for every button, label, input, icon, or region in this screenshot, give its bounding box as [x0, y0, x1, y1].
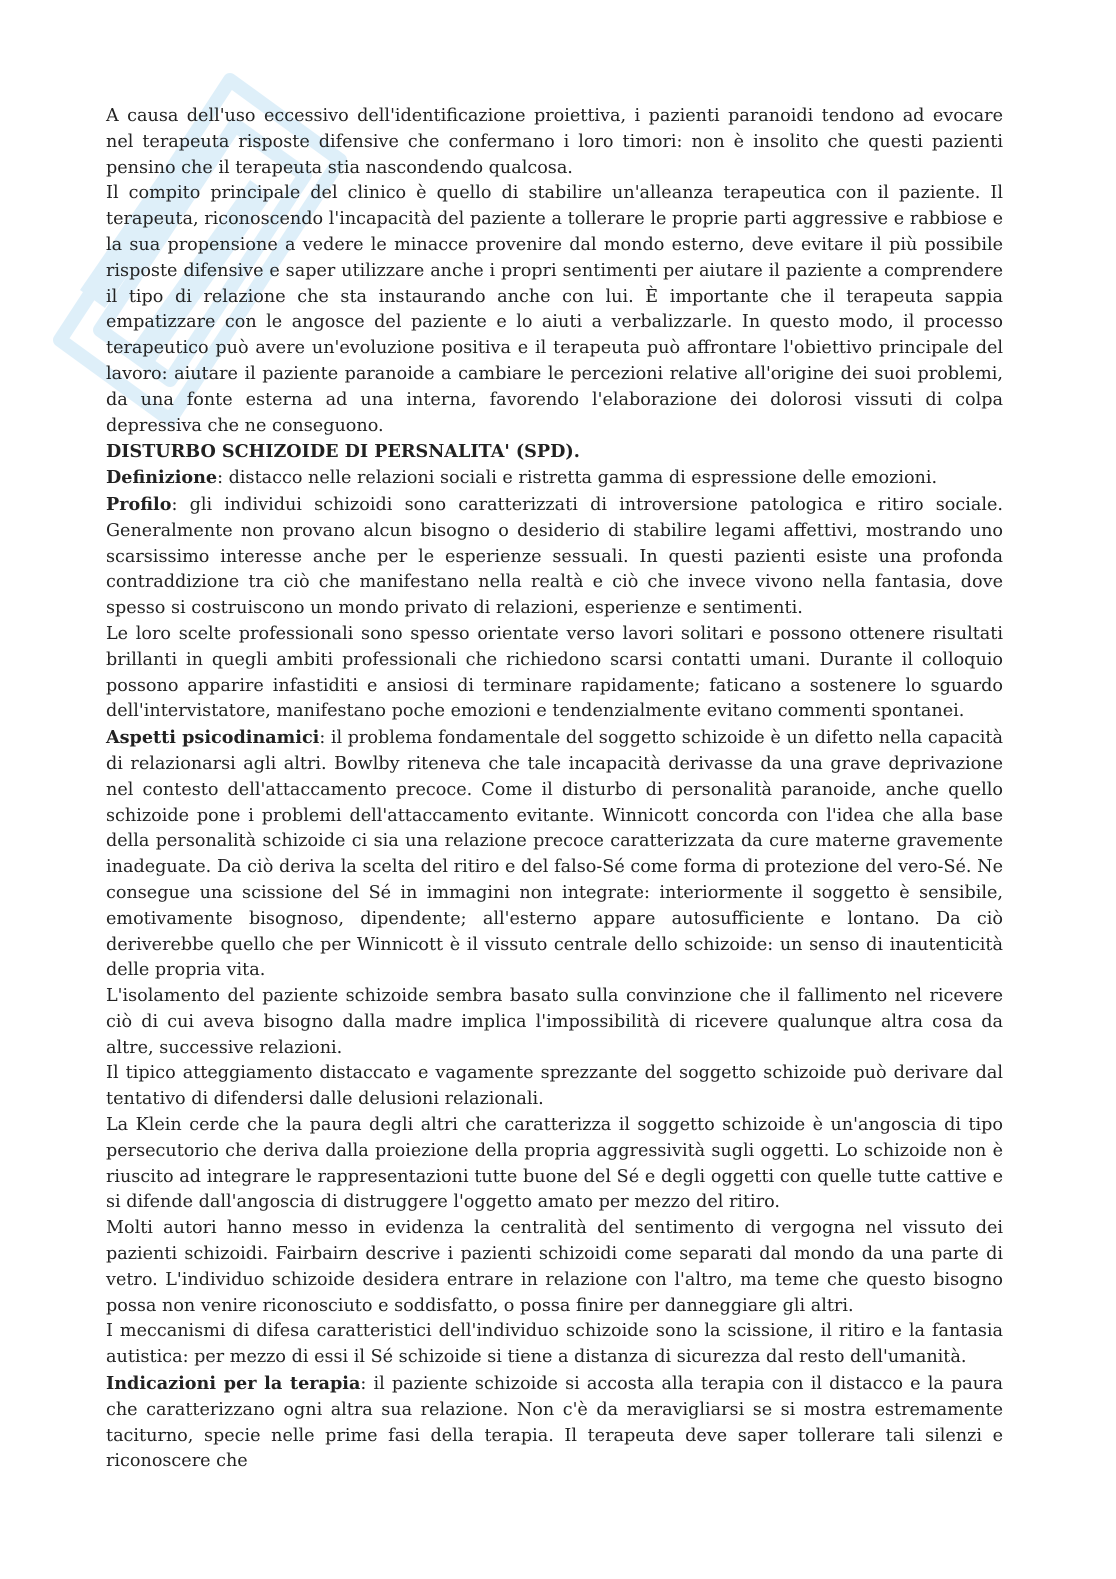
definition-paragraph	[106, 465, 1003, 492]
paragraph: I meccanismi di difesa caratteristici dell'individuo schizoide sono la scissione, il ritiro e la fantasia autistica: per mezzo di essi il Sé schizoide si tiene a distanza di sicurezza dal resto dell'umanità.	[106, 1321, 1003, 1368]
definition-label: Definizione	[106, 467, 218, 489]
section-heading: DISTURBO SCHIZOIDE DI PERSNALITA' (SPD).	[106, 441, 580, 463]
definition-text: : distacco nelle relazioni sociali e ristretta gamma di espressione delle emozioni.	[217, 468, 938, 489]
paragraph: L'isolamento del paziente schizoide sembra basato sulla convinzione che il fallimento nel ricevere ciò di cui aveva bisogno dalla madre implica l'impossibilità di ricevere qualunque altra cosa da altre, successive relazioni.	[106, 986, 1003, 1058]
therapy-text: : il paziente schizoide si accosta alla terapia con il distacco e la paura che caratterizzano ogni altra sua relazione. Non c'è da meravigliarsi se si mostra estremamente taciturno, specie nelle prime fasi della terapia. Il terapeuta deve saper tollerare tali silenzi e riconoscere che	[106, 1374, 1003, 1472]
paragraph: La Klein cerde che la paura degli altri che caratterizza il soggetto schizoide è un'angoscia di tipo persecutorio che deriva dalla proiezione della propria aggressività sugli oggetti. Lo schizoide non è riuscito ad integrare le rappresentazioni tutte buone del Sé e degli oggetti con quelle tutte cattive e si difende dall'angoscia di distruggere l'oggetto amato per mezzo del ritiro.	[106, 1115, 1003, 1213]
profile-text: : gli individui schizoidi sono caratterizzati di introversione patologica e ritiro sociale. Generalmente non provano alcun bisogno o desiderio di stabilire legami affettivi, mostrando uno scarsissimo interesse anche per le esperienze sessuali. In questi pazienti esiste una profonda contraddizione tra ciò che manifestano nella realtà e ciò che invece vivono nella fantasia, dove spesso si costruiscono un mondo privato di relazioni, esperienze e sentimenti.	[106, 494, 1003, 619]
profile-label: Profilo	[106, 493, 172, 515]
paragraph: Il compito principale del clinico è quello di stabilire un'alleanza terapeutica con il paziente. Il terapeuta, riconoscendo l'incapacità del paziente a tollerare le proprie parti aggressive e rabbiose e la sua propensione a vedere le minacce provenire dal mondo esterno, deve evitare il più possibile risposte difensive e saper utilizzare anche i propri sentimenti per aiutare il paziente a comprendere il tipo di relazione che sta instaurando anche con lui. È importante che il terapeuta sappia empatizzare con le angosce del paziente e lo aiuti a verbalizzarle. In questo modo, il processo terapeutico può avere un'evoluzione positiva e il terapeuta può affrontare l'obiettivo principale del lavoro: aiutare il paziente paranoide a cambiare le percezioni relative all'origine dei suoi problemi, da una fonte esterna ad una interna, favorendo l'elaborazione dei dolorosi vissuti di colpa depressiva che ne conseguono.	[106, 183, 1003, 436]
paragraph: Le loro scelte professionali sono spesso orientate verso lavori solitari e possono ottenere risultati brillanti in quegli ambiti professionali che richiedono scarsi contatti umani. Durante il colloquio possono apparire infastiditi e ansiosi di terminare rapidamente; faticano a sostenere lo sguardo dell'intervistatore, manifestano poche emozioni e tendenzialmente evitano commenti spontanei.	[106, 623, 1003, 722]
paragraph: Il tipico atteggiamento distaccato e vagamente sprezzante del soggetto schizoide può derivare dal tentativo di difendersi dalle delusioni relazionali.	[106, 1063, 1003, 1110]
psychodynamics-paragraph	[106, 725, 1003, 984]
therapy-paragraph	[106, 1371, 1003, 1475]
psychodynamics-text: : il problema fondamentale del soggetto schizoide è un difetto nella capacità di relazionarsi agli altri. Bowlby riteneva che tale incapacità derivasse da una grave deprivazione nel contesto dell'attaccamento precoce. Come il disturbo di personalità paranoide, anche quello schizoide pone i problemi dell'attaccamento evitante. Winnicott concorda con l'idea che alla base della personalità schizoide ci sia una relazione precoce caratterizzata da cure materne gravemente inadeguate. Da ciò deriva la scelta del ritiro e del falso-Sé come forma di protezione del vero-Sé. Ne consegue una scissione del Sé in immagini non integrate: interiormente il soggetto è sensibile, emotivamente bisognoso, dipendente; all'esterno appare autosufficiente e lontano. Da ciò deriverebbe quello che per Winnicott è il vissuto centrale dello schizoide: un senso di inautenticità delle propria vita.	[106, 728, 1003, 981]
paragraph: A causa dell'uso eccessivo dell'identificazione proiettiva, i pazienti paranoidi tendono ad evocare nel terapeuta risposte difensive che confermano i loro timori: non è insolito che questi pazienti pensino che il terapeuta stia nascondendo qualcosa.	[106, 106, 1003, 178]
profile-paragraph	[106, 492, 1003, 622]
therapy-label: Indicazioni per la terapia	[106, 1373, 361, 1395]
psychodynamics-label: Aspetti psicodinamici	[106, 727, 320, 749]
paragraph: Molti autori hanno messo in evidenza la centralità del sentimento di vergogna nel vissuto dei pazienti schizoidi. Fairbairn descrive i pazienti schizoidi come separati dal mondo da una parte di vetro. L'individuo schizoide desidera entrare in relazione con l'altro, ma teme che questo bisogno possa non venire riconosciuto e soddisfatto, o possa finire per danneggiare gli altri.	[106, 1218, 1003, 1316]
document-page	[106, 104, 1003, 1475]
